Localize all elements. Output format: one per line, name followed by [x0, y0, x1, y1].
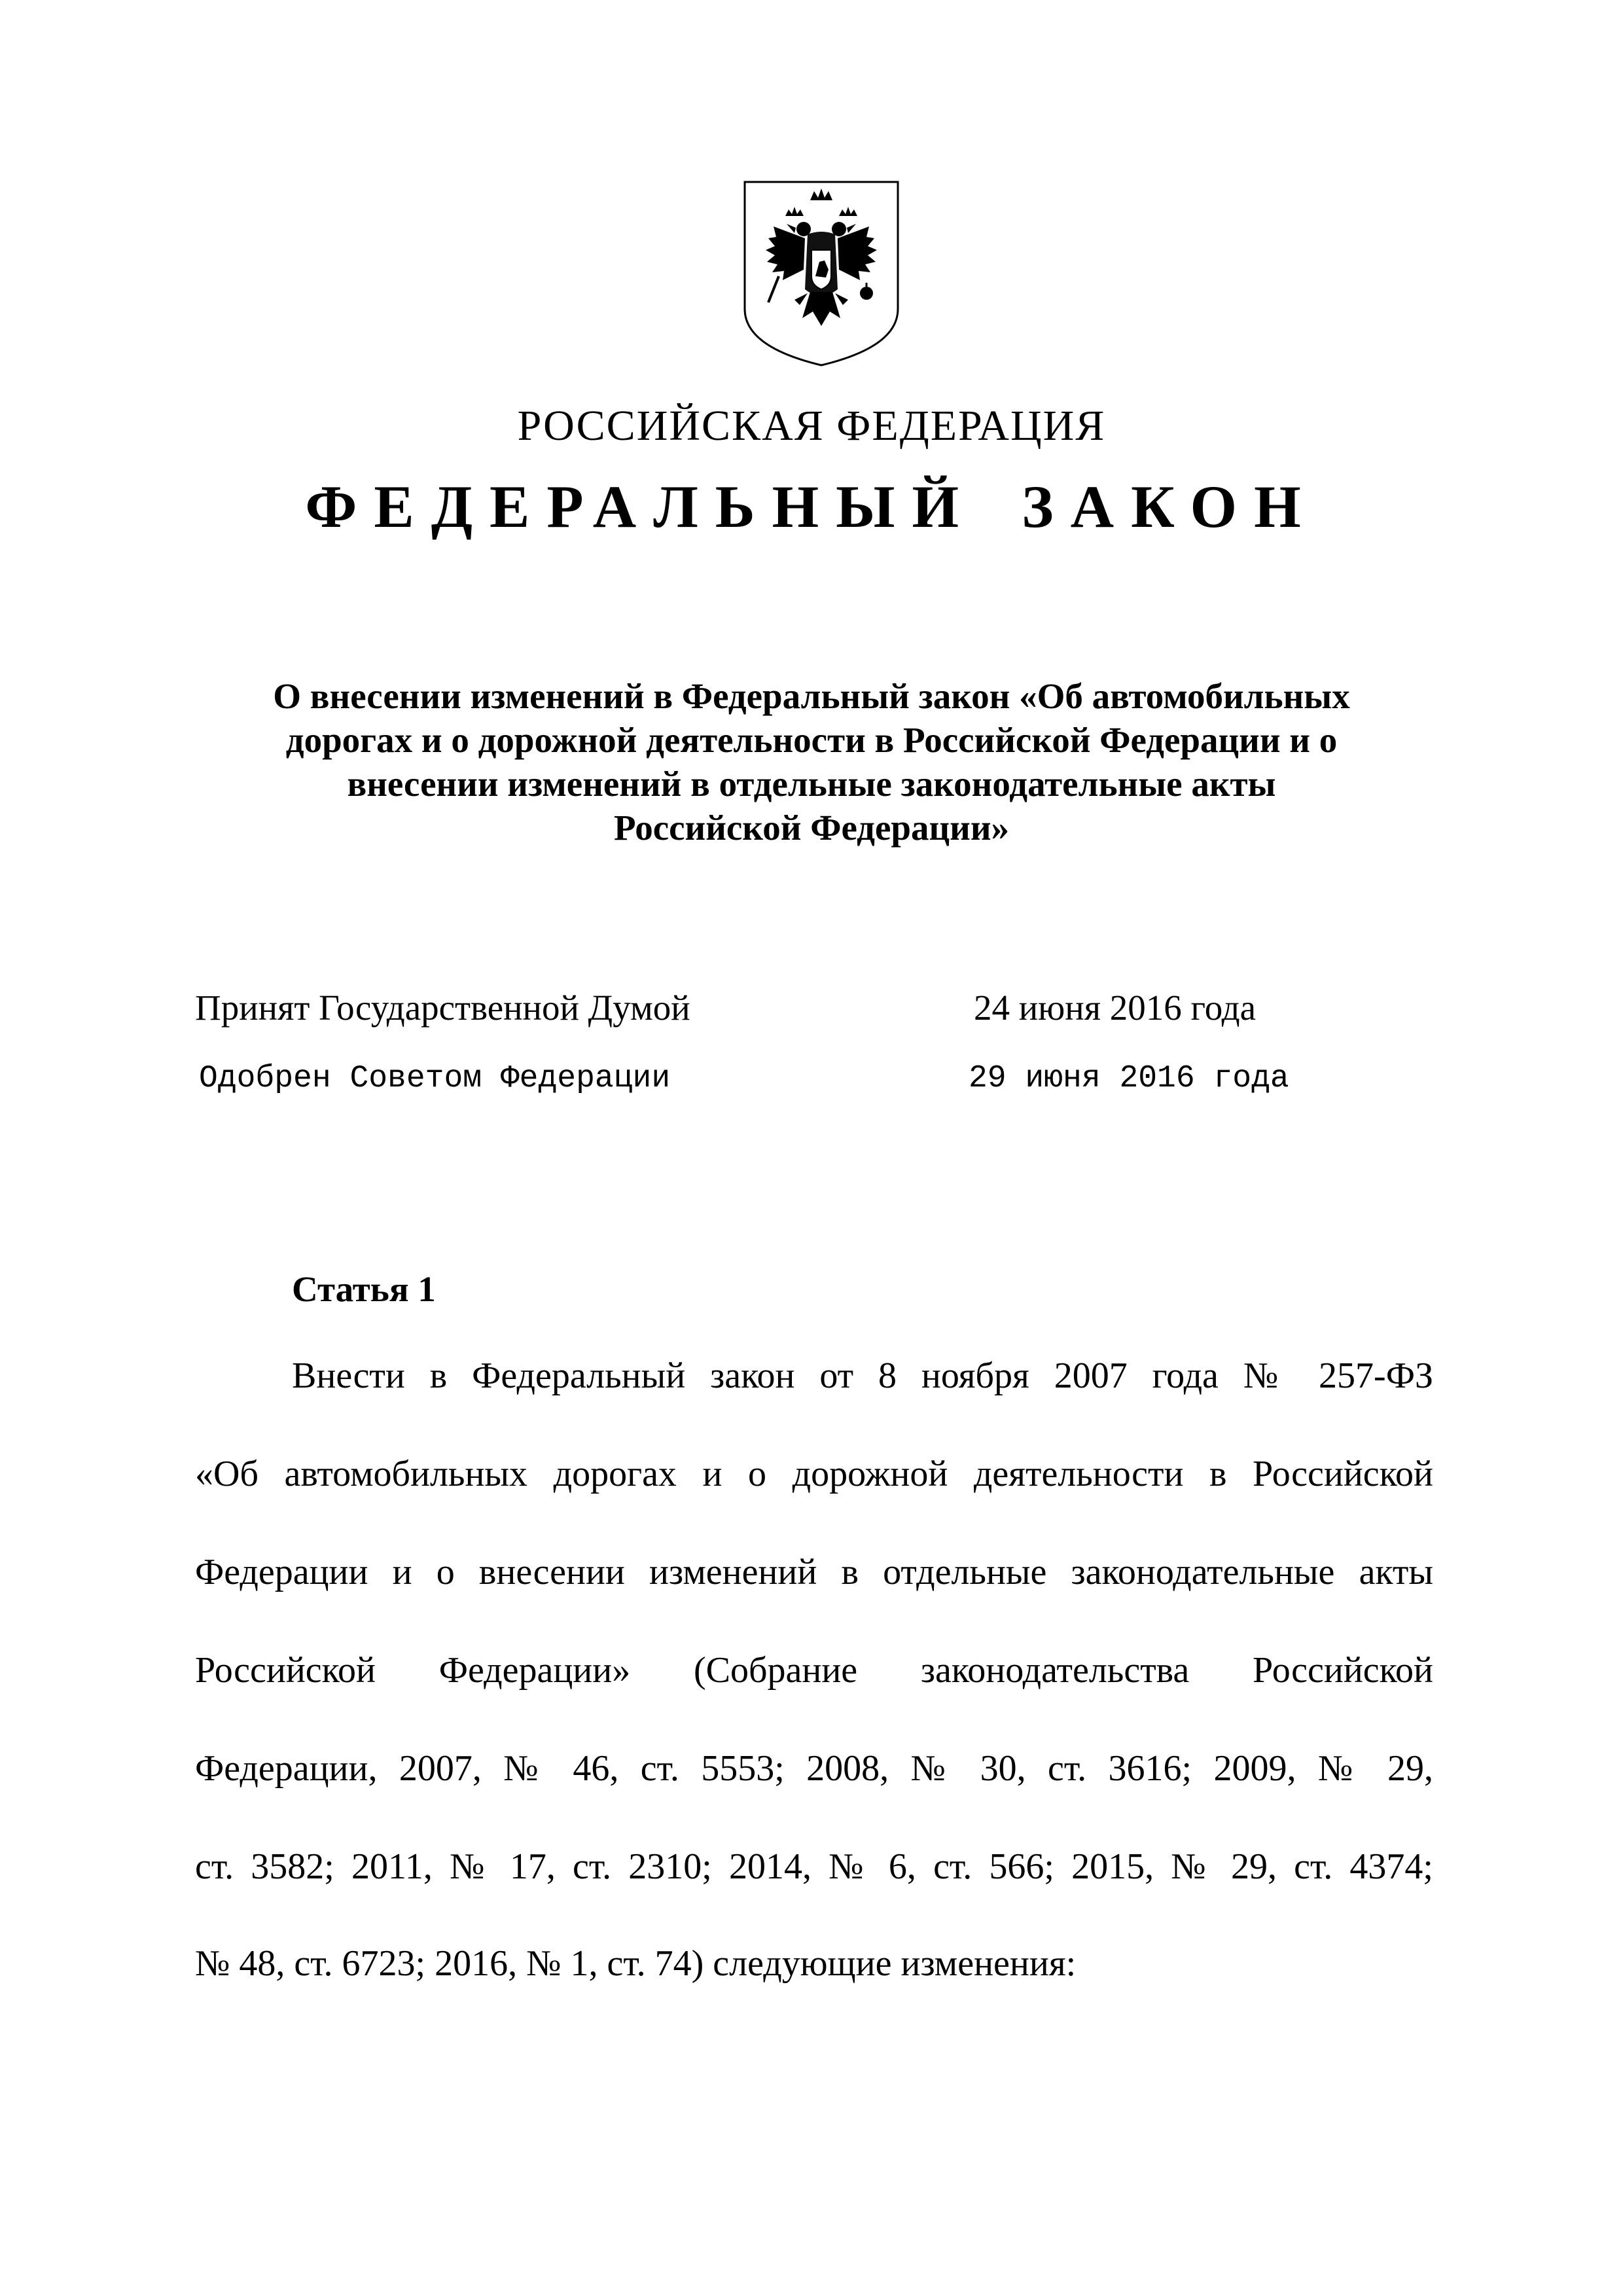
law-title	[216, 674, 1407, 850]
law-title-line: дорогах и о дорожной деятельности в Российской Федерации и о	[285, 720, 1338, 760]
duma-adoption-label: Принят Государственной Думой	[195, 988, 690, 1028]
council-approval-label: Одобрен Советом Федерации	[199, 1061, 671, 1096]
law-title-line: внесении изменений в отдельные законодательные акты	[347, 764, 1276, 804]
article-heading: Статья 1	[292, 1269, 436, 1309]
law-title-line: О внесении изменений в Федеральный закон «Об автомобильных	[273, 676, 1350, 716]
article-text-line: № 48, ст. 6723; 2016, № 1, ст. 74) следующие изменения:	[195, 1943, 1077, 1984]
article-text-line: Российской Федерации» (Собрание законодательства Российской	[195, 1650, 1433, 1691]
article-text-line: Федерации, 2007, № 46, ст. 5553; 2008, № 30, ст. 3616; 2009, № 29,	[195, 1748, 1433, 1789]
council-approval-date: 29 июня 2016 года	[969, 1061, 1289, 1096]
article-text-line: «Об автомобильных дорогах и о дорожной деятельности в Российской	[195, 1454, 1433, 1494]
document-type-word-2: ЗАКОН	[1022, 473, 1318, 540]
document-type-heading	[0, 473, 1623, 540]
article-text-line: Внести в Федеральный закон от 8 ноября 2007 года № 257-ФЗ	[292, 1355, 1433, 1396]
country-heading: РОССИЙСКАЯ ФЕДЕРАЦИЯ	[517, 402, 1106, 450]
duma-adoption-date: 24 июня 2016 года	[974, 988, 1257, 1028]
coat-of-arms-icon	[740, 178, 903, 368]
law-title-line: Российской Федерации»	[613, 808, 1010, 848]
document-type-word-1: ФЕДЕРАЛЬНЫЙ	[305, 473, 976, 540]
article-text-line: Федерации и о внесении изменений в отдельные законодательные акты	[195, 1552, 1433, 1592]
article-text-line: ст. 3582; 2011, № 17, ст. 2310; 2014, № 6, ст. 566; 2015, № 29, ст. 4374;	[195, 1846, 1433, 1887]
